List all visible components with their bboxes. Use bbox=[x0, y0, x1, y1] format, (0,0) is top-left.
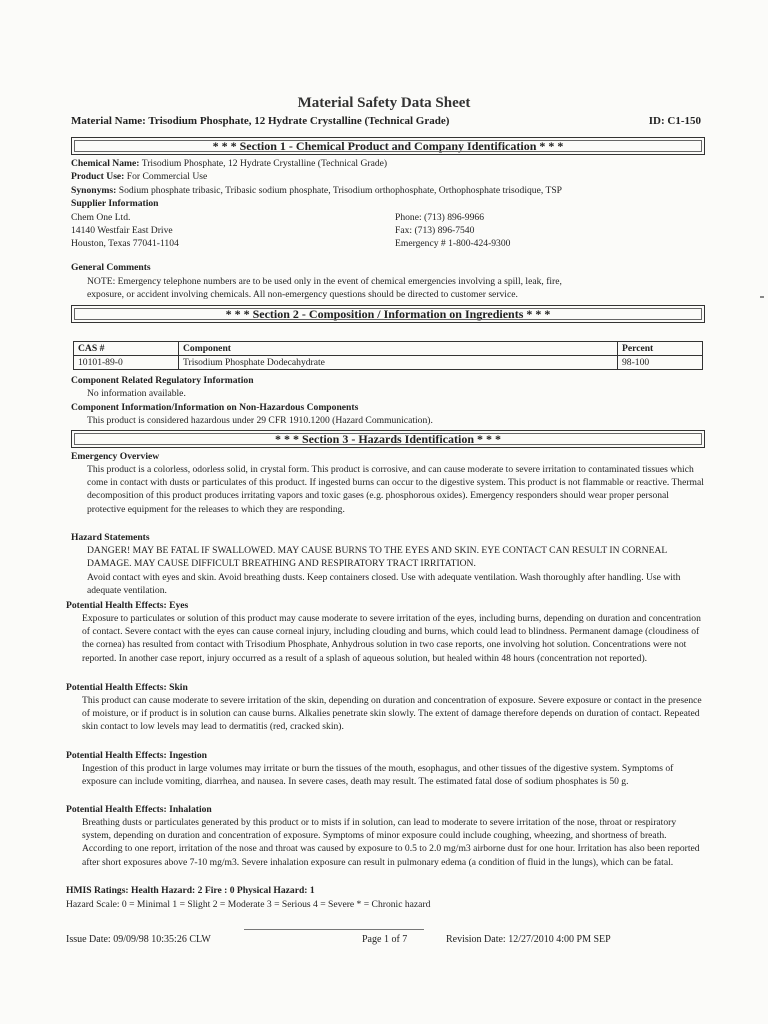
product-use-row bbox=[71, 170, 207, 183]
chemical-name-label: Chemical Name: bbox=[71, 158, 140, 169]
percent-cell: 98-100 bbox=[618, 356, 703, 370]
general-comments-text-1: NOTE: Emergency telephone numbers are to be used only in the event of chemical emergencies involving a spill, leak, fire, bbox=[87, 276, 562, 287]
document-title: Material Safety Data Sheet bbox=[297, 95, 471, 111]
component-cell: Trisodium Phosphate Dodecahydrate bbox=[179, 356, 618, 370]
chemical-name-row bbox=[71, 157, 387, 170]
hazard-scale: Hazard Scale: 0 = Minimal 1 = Slight 2 = Moderate 3 = Serious 4 = Severe * = Chronic hazard bbox=[66, 899, 431, 910]
emergency-line: Emergency # 1-800-424-9300 bbox=[395, 238, 511, 249]
cas-cell: 10101-89-0 bbox=[74, 356, 179, 370]
eyes-effects-text: Exposure to particulates or solution of this product may cause moderate to severe irritation of the eyes, including burns, depending on duration and concentration of contact. Severe contact with the eyes can cause corneal injury, including clouding and burns, which could lead to blindness. Permanent damage (cloudiness of the cornea) has resulted from contact with Trisodium Phosphate, Anhydrous solution in two case reports, one involving hot solution. Concentrations were not reported. In another case report, injury occurred as a result of a splash of aqueous solution, but healed within 48 hours (concentration not reported). bbox=[82, 613, 701, 664]
ingestion-effects-label: Potential Health Effects: Ingestion bbox=[66, 750, 207, 761]
emergency-overview-label: Emergency Overview bbox=[71, 451, 160, 462]
material-line bbox=[71, 115, 701, 127]
hazard-statements-text: DANGER! MAY BE FATAL IF SWALLOWED. MAY CAUSE BURNS TO THE EYES AND SKIN. EYE CONTACT CAN RESULT IN CORNEAL DAMAGE. MAY CAUSE DIFFICULT BREATHING AND RESPIRATORY TRACT IRRITATION. bbox=[87, 545, 667, 570]
supplier-line-2: 14140 Westfair East Drive bbox=[71, 225, 173, 236]
skin-effects-label: Potential Health Effects: Skin bbox=[66, 682, 188, 693]
supplier-label: Supplier Information bbox=[71, 198, 159, 209]
column-header-component: Component bbox=[179, 342, 618, 356]
synonyms-row bbox=[71, 184, 562, 197]
table-row bbox=[74, 356, 703, 370]
section-1-header: * * * Section 1 - Chemical Product and Company Identification * * * bbox=[71, 137, 705, 155]
product-use-value: For Commercial Use bbox=[126, 171, 208, 182]
inhalation-effects-text: Breathing dusts or particulates generated by this product or to mists if in solution, can lead to moderate to severe irritation of the nose, throat or respiratory system, depending on duration and concentration of exposure. Symptoms of minor exposure could include coughing, wheezing, and shortness of breath. According to one report, irritation of the nose and throat was caused by exposure to 0.5 to 2.0 mg/m3 airborne dust for one hour. Irritation has also been reported after short exposures above 7-10 mg/m3. Severe inhalation exposure can result in pulmonary edema (a condition of fluid in the lungs), which can be fatal. bbox=[82, 817, 700, 868]
ingestion-effects-text: Ingestion of this product in large volumes may irritate or burn the tissues of the mouth, esophagus, and other tissues of the digestive system. Symptoms of exposure can include vomiting, diarrhea, and nausea. In severe cases, death may result. The estimated fatal dose of sodium phosphates is 50 g. bbox=[82, 763, 674, 788]
issue-date: Issue Date: 09/09/98 10:35:26 CLW bbox=[66, 934, 211, 945]
regulatory-info-text: No information available. bbox=[87, 388, 186, 399]
scan-speck bbox=[760, 296, 764, 298]
page-number: Page 1 of 7 bbox=[362, 934, 408, 945]
product-use-label: Product Use: bbox=[71, 171, 125, 182]
table-header-row bbox=[74, 342, 703, 356]
column-header-percent: Percent bbox=[618, 342, 703, 356]
general-comments-text-2: exposure, or accident involving chemicals. All non-emergency questions should be directed to customer service. bbox=[87, 289, 518, 300]
material-label: Material Name: bbox=[71, 115, 146, 127]
ingredients-table bbox=[73, 341, 703, 370]
document-id: ID: C1-150 bbox=[648, 115, 701, 127]
hazard-statements-label: Hazard Statements bbox=[71, 532, 150, 543]
supplier-line-3: Houston, Texas 77041-1104 bbox=[71, 238, 179, 249]
general-comments-label: General Comments bbox=[71, 262, 151, 273]
synonyms-label: Synonyms: bbox=[71, 185, 117, 196]
eyes-effects-label: Potential Health Effects: Eyes bbox=[66, 600, 189, 611]
footer-rule bbox=[244, 929, 424, 930]
revision-date: Revision Date: 12/27/2010 4:00 PM SEP bbox=[446, 934, 611, 945]
emergency-overview-text: This product is a colorless, odorless solid, in crystal form. This product is corrosive, and can cause moderate to severe irritation to contaminated tissues which come in contact with dusts or particulates of this product. If ingested burns can occur to the digestive system. This product is not flammable or reactive. Thermal decomposition of this product produces irritating vapors and toxic gases (e.g. phosphorous oxides). Emergency responders should wear proper personal protective equipment for the releases to which they are responding. bbox=[87, 464, 704, 515]
hazard-precautions-text: Avoid contact with eyes and skin. Avoid breathing dusts. Keep containers closed. Use with adequate ventilation. Wash thoroughly after handling. Use with adequate ventilation. bbox=[87, 572, 681, 597]
section-3-header: * * * Section 3 - Hazards Identification * * * bbox=[71, 430, 705, 448]
supplier-line-1: Chem One Ltd. bbox=[71, 212, 131, 223]
fax-line: Fax: (713) 896-7540 bbox=[395, 225, 475, 236]
section-2-header: * * * Section 2 - Composition / Information on Ingredients * * * bbox=[71, 305, 705, 323]
inhalation-effects-label: Potential Health Effects: Inhalation bbox=[66, 804, 212, 815]
hmis-ratings: HMIS Ratings: Health Hazard: 2 Fire : 0 Physical Hazard: 1 bbox=[66, 885, 315, 896]
column-header-cas: CAS # bbox=[74, 342, 179, 356]
chemical-name-value: Trisodium Phosphate, 12 Hydrate Crystalline (Technical Grade) bbox=[141, 158, 388, 169]
skin-effects-text: This product can cause moderate to severe irritation of the skin, depending on duration and concentration of exposure. Severe exposure or contact in the presence of moisture, or if product is in solution can cause burns. Alkalies penetrate skin slowly. The extent of damage therefore depends on duration of contact. Repeated skin contact to low levels may lead to dermatitis (red, cracked skin). bbox=[82, 695, 702, 733]
nonhazardous-info-label: Component Information/Information on Non-Hazardous Components bbox=[71, 402, 359, 413]
synonyms-value: Sodium phosphate tribasic, Tribasic sodium phosphate, Trisodium orthophosphate, Orthophosphate trisodique, TSP bbox=[118, 185, 562, 196]
material-name: Trisodium Phosphate, 12 Hydrate Crystalline (Technical Grade) bbox=[148, 115, 450, 127]
phone-line: Phone: (713) 896-9966 bbox=[395, 212, 484, 223]
regulatory-info-label: Component Related Regulatory Information bbox=[71, 375, 254, 386]
nonhazardous-info-text: This product is considered hazardous under 29 CFR 1910.1200 (Hazard Communication). bbox=[87, 415, 433, 426]
